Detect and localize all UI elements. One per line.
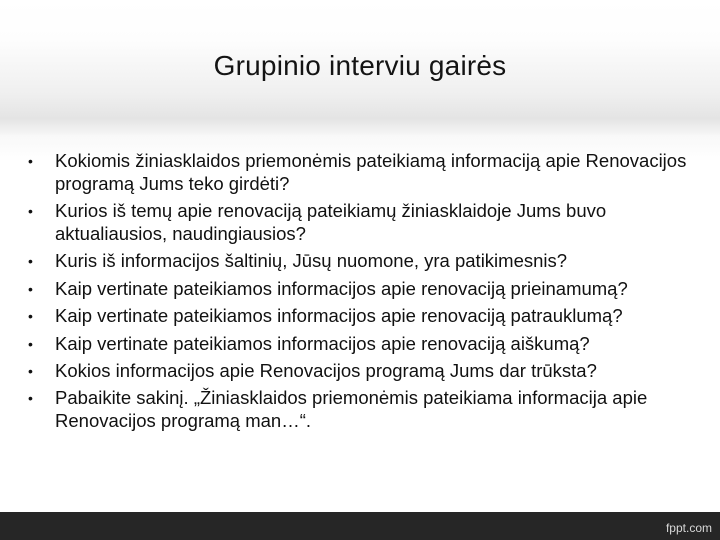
bullet-icon: • (28, 390, 33, 407)
bullet-item (28, 387, 698, 433)
bullet-text: Kaip vertinate pateikiamos informacijos apie renovaciją aiškumą? (55, 332, 590, 354)
bullet-icon: • (28, 253, 33, 270)
bullet-item (28, 333, 698, 356)
bullet-icon: • (28, 308, 33, 325)
bullet-item (28, 150, 698, 196)
bullet-icon: • (28, 280, 33, 297)
bullet-text: Kokiomis žiniasklaidos priemonėmis pateikiamą informaciją apie Renovacijos programą Jums teko girdėti? (55, 150, 687, 194)
bullet-icon: • (28, 203, 33, 220)
bullet-list (28, 150, 698, 438)
watermark-text: fppt.com (665, 521, 712, 535)
bullet-text: Kaip vertinate pateikiamos informacijos apie renovaciją prieinamumą? (55, 277, 628, 299)
bullet-item (28, 250, 698, 273)
bullet-text: Kuris iš informacijos šaltinių, Jūsų nuomone, yra patikimesnis? (55, 250, 568, 272)
slide-title: Grupinio interviu gairės (213, 50, 507, 81)
bullet-icon: • (28, 153, 33, 169)
bullet-text: Kaip vertinate pateikiamos informacijos apie renovaciją patrauklumą? (55, 305, 623, 327)
footer-bar (0, 512, 720, 540)
bullet-text: Kokios informacijos apie Renovacijos programą Jums dar trūksta? (55, 359, 597, 381)
bullet-icon: • (28, 362, 33, 379)
bullet-item (28, 305, 698, 328)
bullet-icon: • (28, 335, 33, 352)
bullet-item (28, 200, 698, 246)
bullet-text: Pabaikite sakinį. „Žiniasklaidos priemonėmis pateikiama informacija apie Renovacijos programą man…“. (55, 387, 648, 432)
bullet-item (28, 360, 698, 383)
bullet-text: Kurios iš temų apie renovaciją pateikiamų žiniasklaidoje Jums buvo aktualiausios, naudingiausios? (55, 200, 607, 244)
bullet-item (28, 278, 698, 301)
